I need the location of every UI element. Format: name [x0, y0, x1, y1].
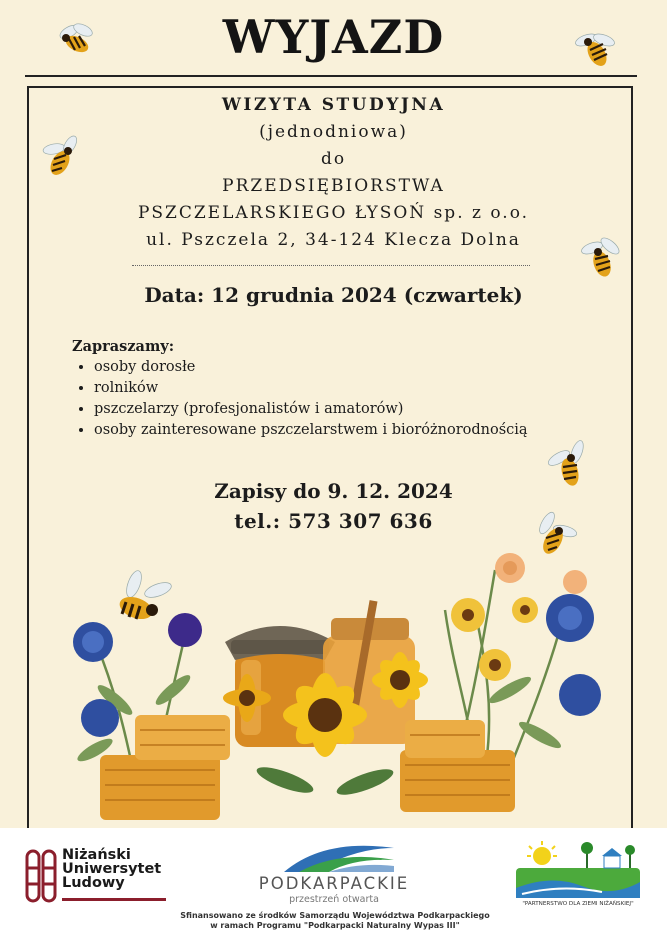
honeycomb-icon	[400, 720, 515, 812]
phone-number: tel.: 573 307 636	[234, 509, 433, 533]
footer	[0, 828, 667, 937]
invitation-lead: Zapraszamy:	[72, 338, 175, 355]
company-line-2: PSZCZELARSKIEGO ŁYSOŃ sp. z o.o.	[137, 203, 530, 223]
visit-type: WIZYTA STUDYJNA	[221, 95, 446, 115]
nul-emblem-icon	[24, 848, 58, 904]
title-rule	[25, 75, 637, 77]
dotted-divider	[132, 265, 530, 266]
bee-icon	[55, 20, 101, 60]
podkarpackie-wave-icon	[244, 838, 424, 874]
preposition: do	[320, 149, 347, 169]
partnerstwo-landscape-icon	[512, 838, 644, 900]
daisy-icon	[451, 598, 485, 632]
honeycomb-icon	[100, 715, 230, 820]
thistle-icon	[81, 699, 119, 737]
invitation-section	[72, 338, 528, 441]
nul-logo	[24, 848, 164, 908]
podkarpackie-logo	[244, 838, 424, 908]
podkarpackie-name: PODKARPACKIE	[258, 874, 410, 893]
partnerstwo-name: "PARTNERSTWO DLA ZIEMI NIŻAŃSKIEJ"	[522, 901, 634, 907]
daisy-icon	[512, 597, 538, 623]
funding-note: Sfinansowano ze środków Samorządu Województwa Podkarpackiego w ramach Programu "Podkarpacki Naturalny Wypas III"	[180, 911, 490, 930]
invitee-item: • rolników	[94, 378, 528, 399]
nul-name: Niżański Uniwersytet Ludowy	[62, 847, 162, 891]
company-line-1: PRZEDSIĘBIORSTWA	[222, 176, 445, 196]
flower-icon	[563, 570, 587, 594]
signup-deadline: Zapisy do 9. 12. 2024	[214, 479, 453, 503]
invitee-item: • osoby zainteresowane pszczelarstwem i bioróżnorodnością	[94, 420, 528, 441]
signup-block	[0, 476, 667, 536]
heading-block	[0, 92, 667, 254]
thistle-icon	[559, 674, 601, 716]
daisy-icon	[479, 649, 511, 681]
invitee-list	[72, 357, 528, 441]
thistle-icon	[168, 613, 202, 647]
bee-icon	[570, 28, 620, 72]
event-date: Data: 12 grudnia 2024 (czwartek)	[144, 283, 523, 307]
invitee-item: • osoby dorosłe	[94, 357, 528, 378]
nul-underline	[62, 898, 166, 901]
poster-title: WYJAZD	[222, 10, 445, 64]
partnerstwo-logo	[512, 838, 644, 910]
visit-duration: (jednodniowa)	[259, 122, 408, 142]
thistle-icon	[73, 622, 113, 662]
honey-flowers-illustration	[55, 540, 615, 825]
podkarpackie-tagline: przestrzeń otwarta	[289, 894, 379, 905]
invitee-item: • pszczelarzy (profesjonalistów i amatorów)	[94, 399, 528, 420]
address: ul. Pszczela 2, 34-124 Klecza Dolna	[146, 230, 521, 250]
